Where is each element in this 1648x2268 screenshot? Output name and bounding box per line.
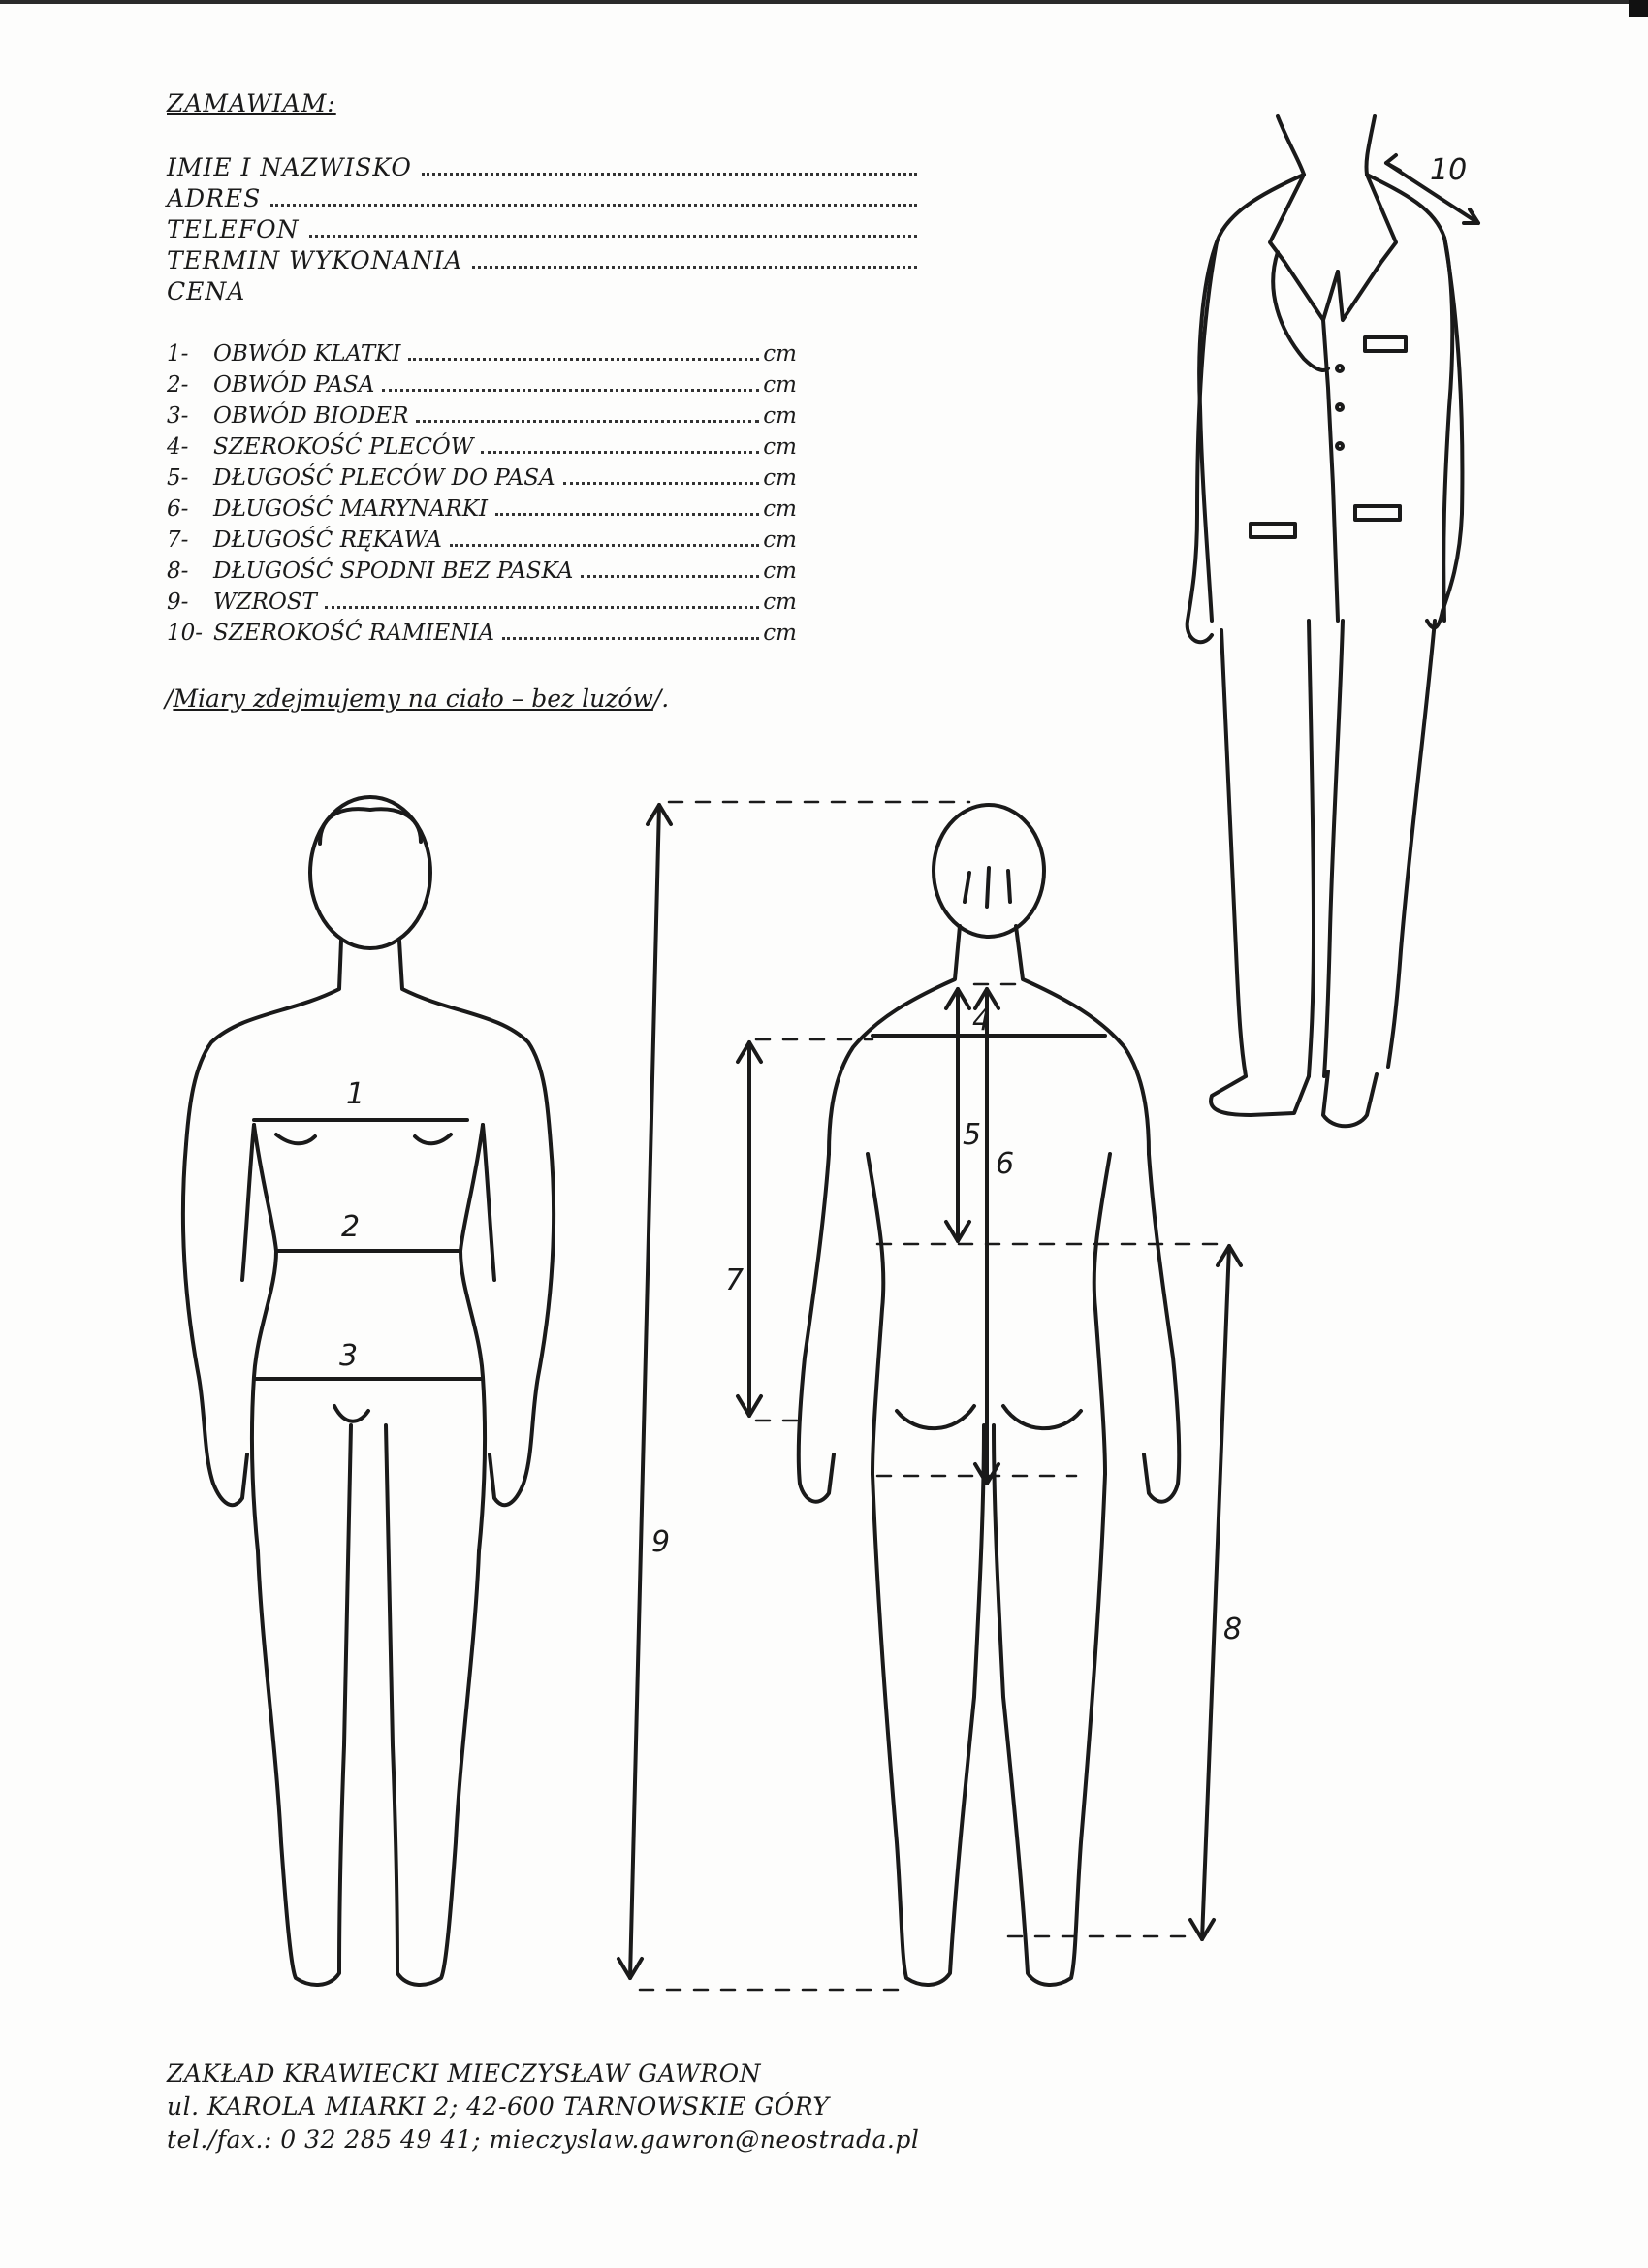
suit-left-leg xyxy=(1221,630,1246,1076)
back-torso-left xyxy=(868,1154,883,1474)
suit-left-shoe xyxy=(1211,1076,1309,1115)
measurement-label: OBWÓD BIODER xyxy=(213,403,409,429)
measurement-number: 3- xyxy=(167,403,189,429)
measurement-number: 6- xyxy=(167,496,189,522)
back-label: 6 xyxy=(996,1147,1015,1181)
company-name: ZAKŁAD KRAWIECKI MIECZYSŁAW GAWRON xyxy=(167,2060,762,2088)
company-contact: tel./fax.: 0 32 285 49 41; mieczyslaw.gawron@neostrada.pl xyxy=(167,2125,920,2154)
note-text: Miary zdejmujemy na ciało – bez luzów xyxy=(173,685,653,713)
suit-right-shoe xyxy=(1323,1071,1377,1126)
note-close: /. xyxy=(652,685,670,713)
measurement-number: 1- xyxy=(167,341,189,367)
back-left-leg xyxy=(872,1425,984,1985)
front-right-arm xyxy=(490,1144,554,1505)
back-right-shoulder xyxy=(1016,926,1149,1154)
suit-left-lapel xyxy=(1270,175,1338,320)
suit-front-edge xyxy=(1323,320,1338,621)
front-right-shoulder xyxy=(399,941,551,1144)
front-torso-right xyxy=(460,1125,485,1551)
front-label: 1 xyxy=(346,1077,365,1111)
front-chest-mark xyxy=(415,1134,451,1143)
trouser-length-line xyxy=(1202,1246,1229,1939)
measurement-unit: cm xyxy=(763,559,797,584)
suit-hip-pocket xyxy=(1355,506,1400,520)
back-figure xyxy=(618,802,1242,1990)
measurement-label: DŁUGOŚĆ RĘKAWA xyxy=(213,527,442,553)
measurement-number: 2- xyxy=(167,372,189,398)
measurement-unit: cm xyxy=(763,496,797,522)
front-chest-mark xyxy=(276,1134,315,1143)
measurement-unit: cm xyxy=(763,527,797,553)
suit-neck-left xyxy=(1278,116,1304,175)
measurement-number: 7- xyxy=(167,527,189,553)
front-figure xyxy=(183,797,554,1985)
suit-breast-pocket xyxy=(1365,337,1406,351)
suit-button xyxy=(1337,443,1343,449)
back-label: 5 xyxy=(963,1118,982,1152)
measurement-number: 10- xyxy=(167,621,204,646)
front-right-leg xyxy=(386,1425,479,1985)
back-label: 4 xyxy=(972,1004,992,1038)
suit-figure xyxy=(1188,116,1478,1126)
height-line xyxy=(630,805,659,1978)
front-hair xyxy=(320,809,421,844)
suit-inner-right-leg xyxy=(1324,621,1343,1076)
order-header: ZAMAWIAM: xyxy=(167,89,336,117)
measurement-label: DŁUGOŚĆ SPODNI BEZ PASKA xyxy=(213,559,574,584)
back-hair xyxy=(965,868,1010,907)
front-torso-left xyxy=(252,1125,276,1551)
suit-right-lapel xyxy=(1338,175,1396,320)
form-label: CENA xyxy=(167,277,246,305)
form-label: IMIE I NAZWISKO xyxy=(167,153,412,181)
measurement-number: 9- xyxy=(167,590,189,615)
back-left-arm xyxy=(799,1154,834,1502)
measurement-number: 8- xyxy=(167,559,189,584)
suit-inner-left-leg xyxy=(1309,621,1314,1076)
arrow-head xyxy=(1386,155,1400,171)
measurement-label: SZEROKOŚĆ RAMIENIA xyxy=(213,621,494,646)
back-right-arm xyxy=(1144,1154,1179,1502)
front-left-arm-inner xyxy=(242,1125,254,1280)
measurement-unit: cm xyxy=(763,621,797,646)
company-address: ul. KAROLA MIARKI 2; 42-600 TARNOWSKIE GÓRY xyxy=(167,2092,830,2121)
back-right-leg xyxy=(994,1425,1105,1985)
measurement-label: DŁUGOŚĆ MARYNARKI xyxy=(213,496,488,522)
suit-hip-pocket xyxy=(1251,524,1295,537)
form-label: ADRES xyxy=(167,184,262,212)
front-right-arm-inner xyxy=(483,1125,494,1280)
suit-label: 10 xyxy=(1430,153,1468,187)
front-groin-mark xyxy=(334,1406,368,1421)
back-glute-mark xyxy=(1003,1406,1081,1428)
form-label: TELEFON xyxy=(167,215,300,243)
back-label: 7 xyxy=(725,1263,745,1297)
back-label: 9 xyxy=(651,1525,671,1559)
measurement-unit: cm xyxy=(763,341,797,367)
measurement-number: 4- xyxy=(167,434,189,460)
measurement-label: WZROST xyxy=(213,590,317,615)
front-left-arm xyxy=(183,1144,247,1505)
suit-right-side xyxy=(1367,175,1452,621)
form-label: TERMIN WYKONANIA xyxy=(167,246,463,274)
front-label: 3 xyxy=(339,1339,359,1373)
suit-button xyxy=(1337,404,1343,410)
suit-neck-right xyxy=(1366,116,1375,175)
back-torso-right xyxy=(1094,1154,1110,1474)
note-open: / xyxy=(165,685,174,713)
measurement-unit: cm xyxy=(763,403,797,429)
back-label: 8 xyxy=(1223,1613,1243,1646)
back-glute-mark xyxy=(897,1406,974,1428)
front-label: 2 xyxy=(341,1210,361,1244)
measurement-label: OBWÓD PASA xyxy=(213,372,375,398)
company-footer xyxy=(167,2058,919,2156)
measurement-number: 5- xyxy=(167,465,189,491)
suit-right-leg xyxy=(1388,621,1435,1067)
measurement-label: DŁUGOŚĆ PLECÓW DO PASA xyxy=(213,465,555,491)
measurement-unit: cm xyxy=(763,434,797,460)
measurement-unit: cm xyxy=(763,372,797,398)
measurement-unit: cm xyxy=(763,465,797,491)
suit-button xyxy=(1337,366,1343,371)
measurement-label: SZEROKOŚĆ PLECÓW xyxy=(213,434,474,460)
measurement-unit: cm xyxy=(763,590,797,615)
front-left-leg xyxy=(258,1425,351,1985)
measurement-label: OBWÓD KLATKI xyxy=(213,341,401,367)
front-left-shoulder xyxy=(186,941,341,1144)
suit-cord xyxy=(1273,252,1328,370)
